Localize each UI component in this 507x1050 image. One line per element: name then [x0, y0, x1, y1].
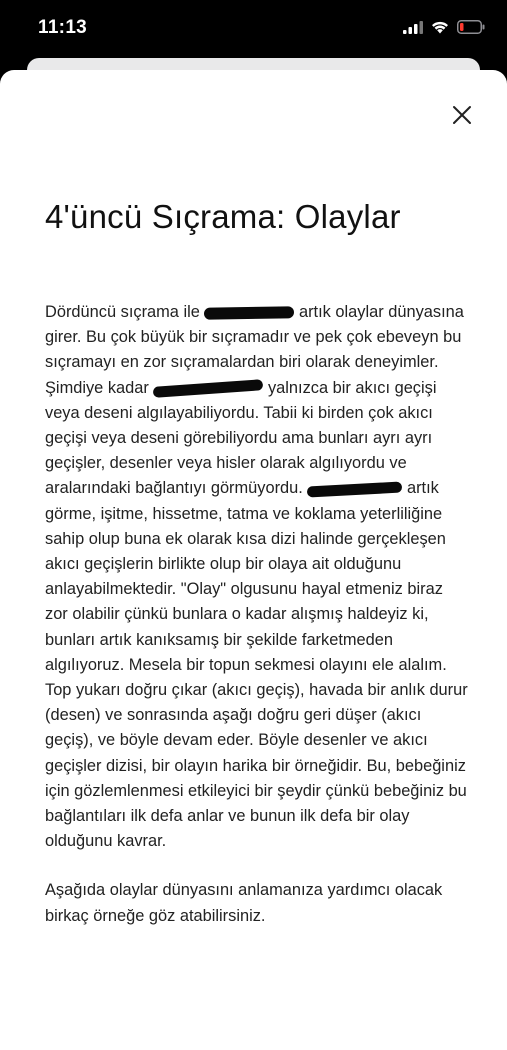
- redaction-mark: [153, 379, 263, 398]
- article-body: [45, 300, 470, 953]
- article-paragraph: [45, 300, 470, 854]
- paragraph-text: artık olaylar dünyasına girer. Bu çok büyük bir sıçramadır ve pek çok ebeveyn bu sıçramayı en zor sıçramalardan biri olarak deneyimler. Şimdiye kadar: [45, 303, 464, 397]
- paragraph-text: yalnızca bir akıcı geçişi veya deseni algılayabiliyordu. Tabii ki birden çok akıcı geçişi veya deseni görebiliyordu ama bunları ayrı ayrı geçişler, desenler veya hisler olarak algılıyordu ve aralarındaki bağlantıyı görmüyordu.: [45, 378, 437, 498]
- paragraph-text: artık görme, işitme, hissetme, tatma ve koklama yeterliliğine sahip olup buna ek olarak kısa dizi halinde gerçekleşen akıcı geçişlerin birlikte olup bir olaya ait olduğunu anlayabilmektedir. "Olay" olgusunu hayal etmeniz biraz zor olabilir çünkü bunlara o kadar alışmış haldeyiz ki, bunları artık kanıksamış bir şekilde farketmeden algılıyoruz. Mesela bir topun sekmesi olayını ele alalım. Top yukarı doğru çıkar (akıcı geçiş), havada bir anlık durur (desen) ve sonrasında aşağı doğru geri düşer (akıcı geçiş), ve böyle devam eder. Böyle desenler ve akıcı geçişler dizisi, bir olayın harika bir örneğidir. Bu, bebeğiniz için gözlemlenmesi etkileyici bir şeydir çünkü bebeğiniz bu bağlantıları ilk defa anlar ve bunun ilk defa bir olay olduğunu kavrar.: [45, 479, 468, 851]
- battery-low-icon: [457, 20, 485, 34]
- signal-bars-icon: [403, 21, 423, 34]
- wifi-icon: [431, 21, 449, 34]
- status-icons: [403, 20, 485, 34]
- paragraph-text: Dördüncü sıçrama ile: [45, 303, 205, 321]
- close-icon[interactable]: [447, 100, 477, 130]
- article-paragraph: Aşağıda olaylar dünyasını anlamanıza yardımcı olacak birkaç örneğe göz atabilirsiniz.: [45, 881, 443, 925]
- page-title: 4'üncü Sıçrama: Olaylar: [45, 198, 401, 235]
- redaction-mark: [307, 481, 402, 497]
- status-bar: [0, 0, 507, 60]
- redaction-mark: [204, 306, 294, 320]
- status-time: 11:13: [38, 17, 88, 38]
- article-sheet: [0, 70, 507, 1050]
